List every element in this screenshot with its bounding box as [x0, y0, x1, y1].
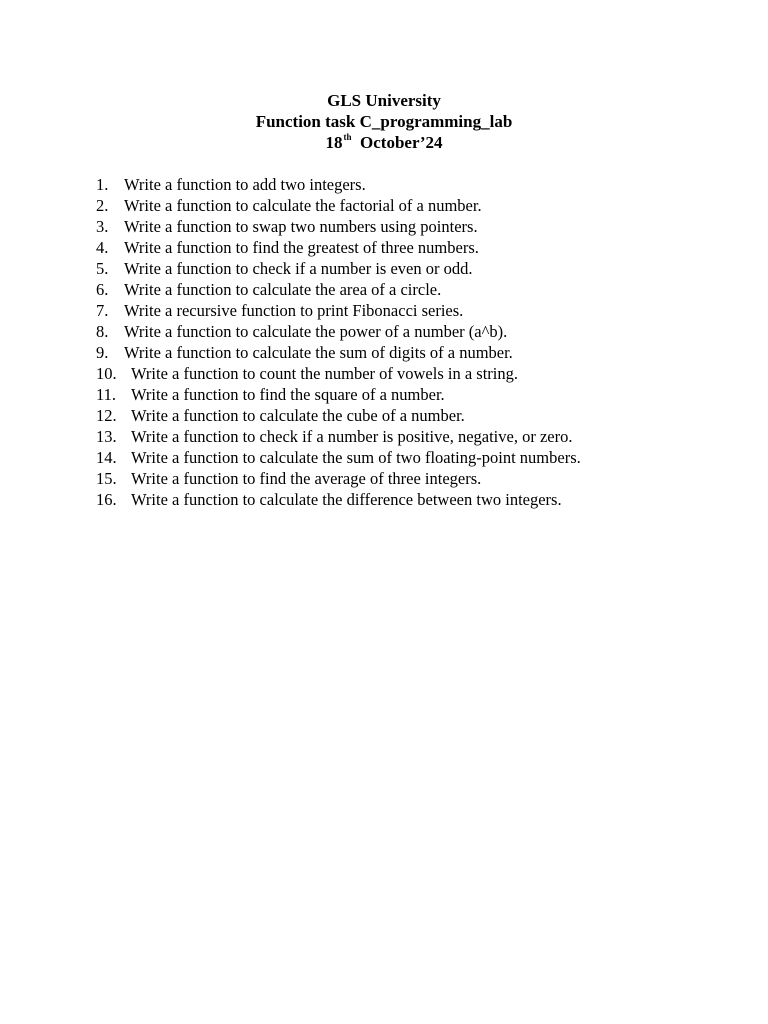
list-item-text: Write a function to calculate the area of a circle. [124, 280, 442, 299]
list-item-text: Write a function to check if a number is positive, negative, or zero. [131, 427, 573, 446]
list-item [96, 468, 581, 489]
list-item [96, 258, 581, 279]
list-item-text: Write a function to calculate the difference between two integers. [131, 490, 562, 509]
list-item-text: Write a function to check if a number is even or odd. [124, 259, 473, 278]
task-title: Function task C_programming_lab [255, 112, 513, 131]
list-item-number: 11. [96, 385, 117, 404]
list-item-text: Write a function to calculate the cube of a number. [131, 406, 465, 425]
date-suffix: th [343, 132, 352, 143]
list-item-number: 1. [96, 175, 109, 194]
list-item-text: Write a function to calculate the sum of digits of a number. [124, 343, 513, 362]
list-item [96, 342, 581, 363]
document-header [0, 90, 768, 153]
list-item-text: Write a function to find the average of three integers. [131, 469, 482, 488]
list-item-number: 16. [96, 490, 117, 509]
university-title: GLS University [327, 91, 441, 110]
list-item-number: 13. [96, 427, 117, 446]
list-item-number: 6. [96, 280, 109, 299]
list-item-text: Write a function to count the number of vowels in a string. [131, 364, 518, 383]
list-item [96, 363, 581, 384]
list-item-number: 3. [96, 217, 109, 236]
list-item-number: 8. [96, 322, 109, 341]
list-item-number: 4. [96, 238, 109, 257]
list-item [96, 195, 581, 216]
list-item-text: Write a function to find the greatest of three numbers. [124, 238, 479, 257]
list-item-number: 2. [96, 196, 109, 215]
date-line [0, 132, 768, 153]
list-item-text: Write a function to swap two numbers using pointers. [124, 217, 478, 236]
list-item [96, 384, 581, 405]
list-item [96, 405, 581, 426]
list-item-text: Write a recursive function to print Fibonacci series. [124, 301, 464, 320]
task-list [96, 174, 581, 510]
list-item-text: Write a function to calculate the power of a number (a^b). [124, 322, 508, 341]
list-item [96, 237, 581, 258]
list-item [96, 279, 581, 300]
list-item [96, 174, 581, 195]
list-item-text: Write a function to calculate the factorial of a number. [124, 196, 482, 215]
list-item-text: Write a function to calculate the sum of two floating-point numbers. [131, 448, 581, 467]
list-item [96, 216, 581, 237]
list-item-number: 15. [96, 469, 117, 488]
list-item-number: 10. [96, 364, 117, 383]
list-item-text: Write a function to find the square of a number. [131, 385, 445, 404]
date-rest: October’24 [360, 133, 443, 152]
list-item-number: 5. [96, 259, 109, 278]
date-day: 18 [325, 133, 343, 152]
list-item [96, 447, 581, 468]
list-item-number: 7. [96, 301, 109, 320]
list-item [96, 489, 581, 510]
list-item [96, 426, 581, 447]
list-item-number: 14. [96, 448, 117, 467]
list-item-number: 9. [96, 343, 109, 362]
list-item [96, 321, 581, 342]
list-item-text: Write a function to add two integers. [124, 175, 366, 194]
list-item-number: 12. [96, 406, 117, 425]
list-item [96, 300, 581, 321]
